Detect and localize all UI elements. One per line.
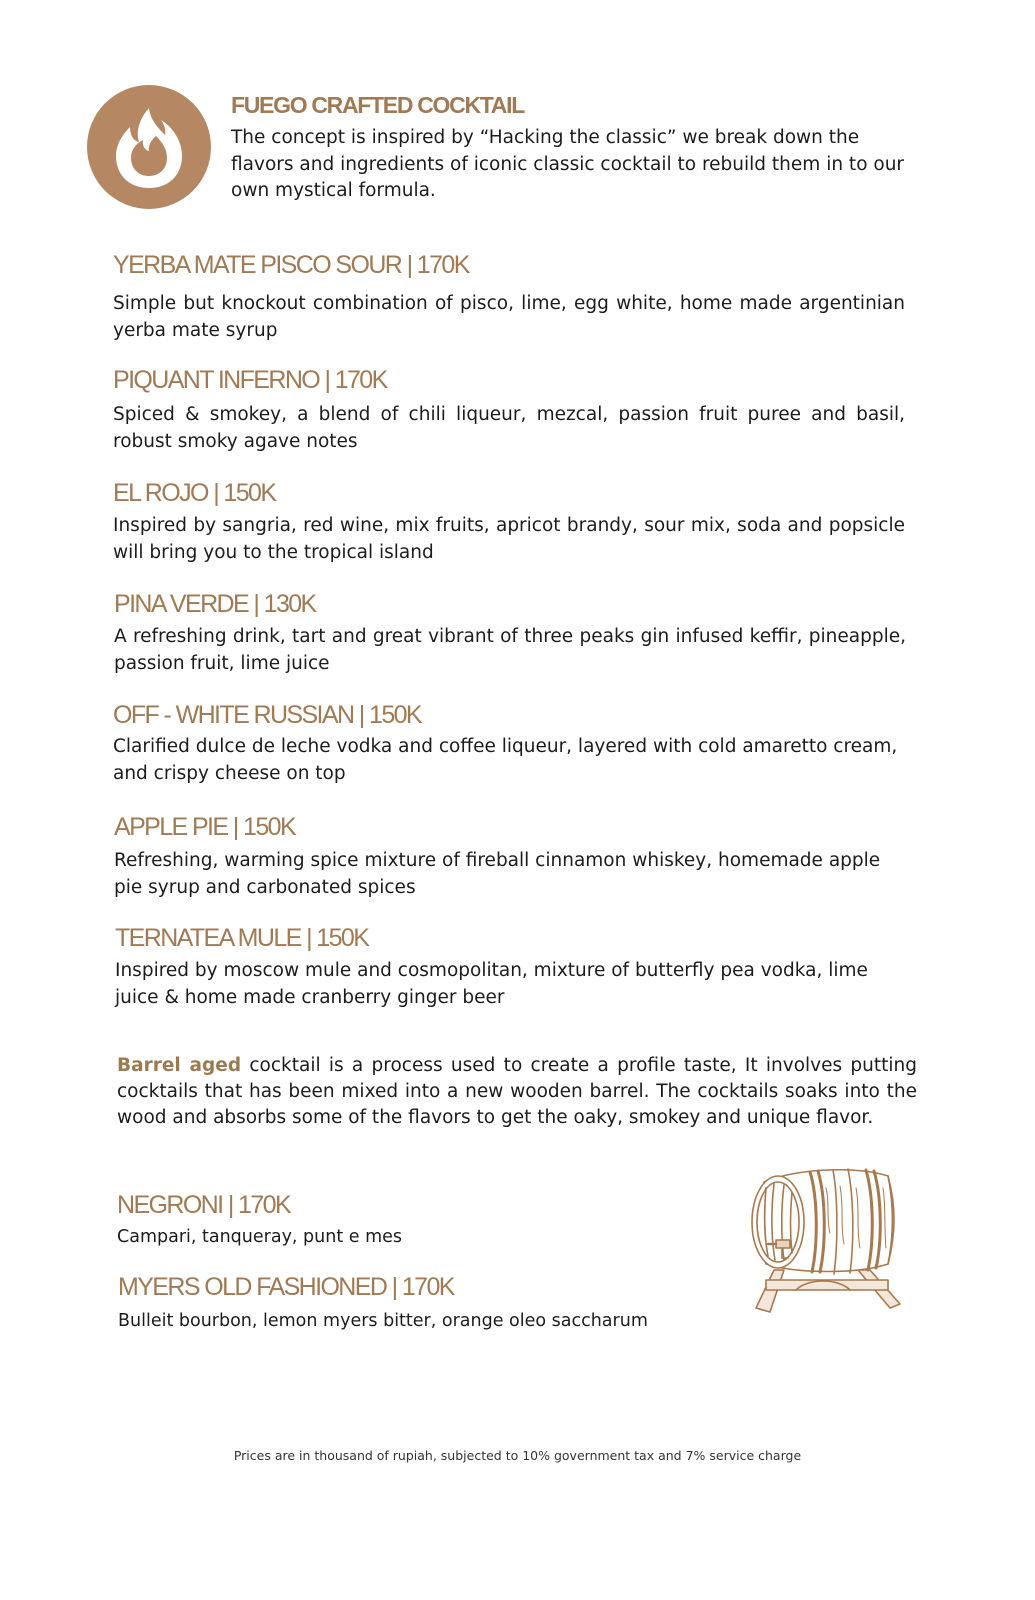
menu-item-description: Bulleit bourbon, lemon myers bitter, orange oleo saccharum [118, 1311, 648, 1331]
menu-item [117, 1190, 717, 1251]
menu-item [113, 478, 905, 566]
menu-item [113, 365, 905, 455]
menu-item-title: APPLE PIE | 150K [114, 813, 296, 841]
menu-item [114, 589, 906, 677]
menu-item-description: Inspired by moscow mule and cosmopolitan, mixture of butterfly pea vodka, lime juice & home made cranberry ginger beer [115, 960, 868, 1008]
flame-logo-icon [86, 84, 212, 210]
header-description: The concept is inspired by “Hacking the classic” we break down the flavors and ingredients of iconic classic cocktail to rebuild them in to our own mystical formula. [231, 127, 905, 201]
menu-item-description: Refreshing, warming spice mixture of fireball cinnamon whiskey, homemade apple pie syrup and carbonated spices [114, 850, 881, 898]
menu-item-description: Campari, tanqueray, punt e mes [117, 1227, 403, 1247]
price-disclaimer: Prices are in thousand of rupiah, subjected to 10% government tax and 7% service charge [233, 1448, 802, 1463]
barrel-intro-highlight: Barrel aged [117, 1055, 242, 1076]
menu-item [118, 1272, 718, 1335]
menu-item [113, 700, 905, 787]
menu-item-title: TERNATEA MULE | 150K [115, 924, 369, 952]
menu-item-title: OFF - WHITE RUSSIAN | 150K [113, 701, 421, 729]
header-title: FUEGO CRAFTED COCKTAIL [231, 92, 524, 118]
menu-item [113, 250, 905, 344]
menu-item-title: MYERS OLD FASHIONED | 170K [118, 1273, 454, 1301]
menu-item-description: Simple but knockout combination of pisco, lime, egg white, home made argentinian yerba mate syrup [113, 293, 905, 341]
menu-item [114, 812, 906, 901]
menu-item-title: YERBA MATE PISCO SOUR | 170K [113, 251, 469, 279]
barrel-intro-body: cocktail is a process used to create a profile taste, It involves putting cocktails that has been mixed into a new wooden barrel. The cocktails soaks into the wood and absorbs some of the flavors to get the oaky, smokey and unique flavor. [117, 1055, 917, 1128]
menu-item-title: PINA VERDE | 130K [114, 590, 316, 618]
menu-item-description: Inspired by sangria, red wine, mix fruits, apricot brandy, sour mix, soda and popsicle will bring you to the tropical island [113, 515, 905, 563]
barrel-intro-text [117, 1053, 917, 1131]
menu-item-title: NEGRONI | 170K [117, 1191, 291, 1219]
menu-item-title: EL ROJO | 150K [113, 479, 276, 507]
menu-item-description: Clarified dulce de leche vodka and coffee liqueur, layered with cold amaretto cream, and crispy cheese on top [113, 736, 898, 784]
menu-item-description: Spiced & smokey, a blend of chili liqueur, mezcal, passion fruit puree and basil, robust smoky agave notes [113, 404, 905, 452]
barrel-illustration-icon [738, 1158, 914, 1328]
menu-item-title: PIQUANT INFERNO | 170K [113, 366, 387, 394]
menu-item-description: A refreshing drink, tart and great vibrant of three peaks gin infused keffir, pineapple, passion fruit, lime juice [114, 626, 906, 674]
menu-item [115, 923, 907, 1011]
